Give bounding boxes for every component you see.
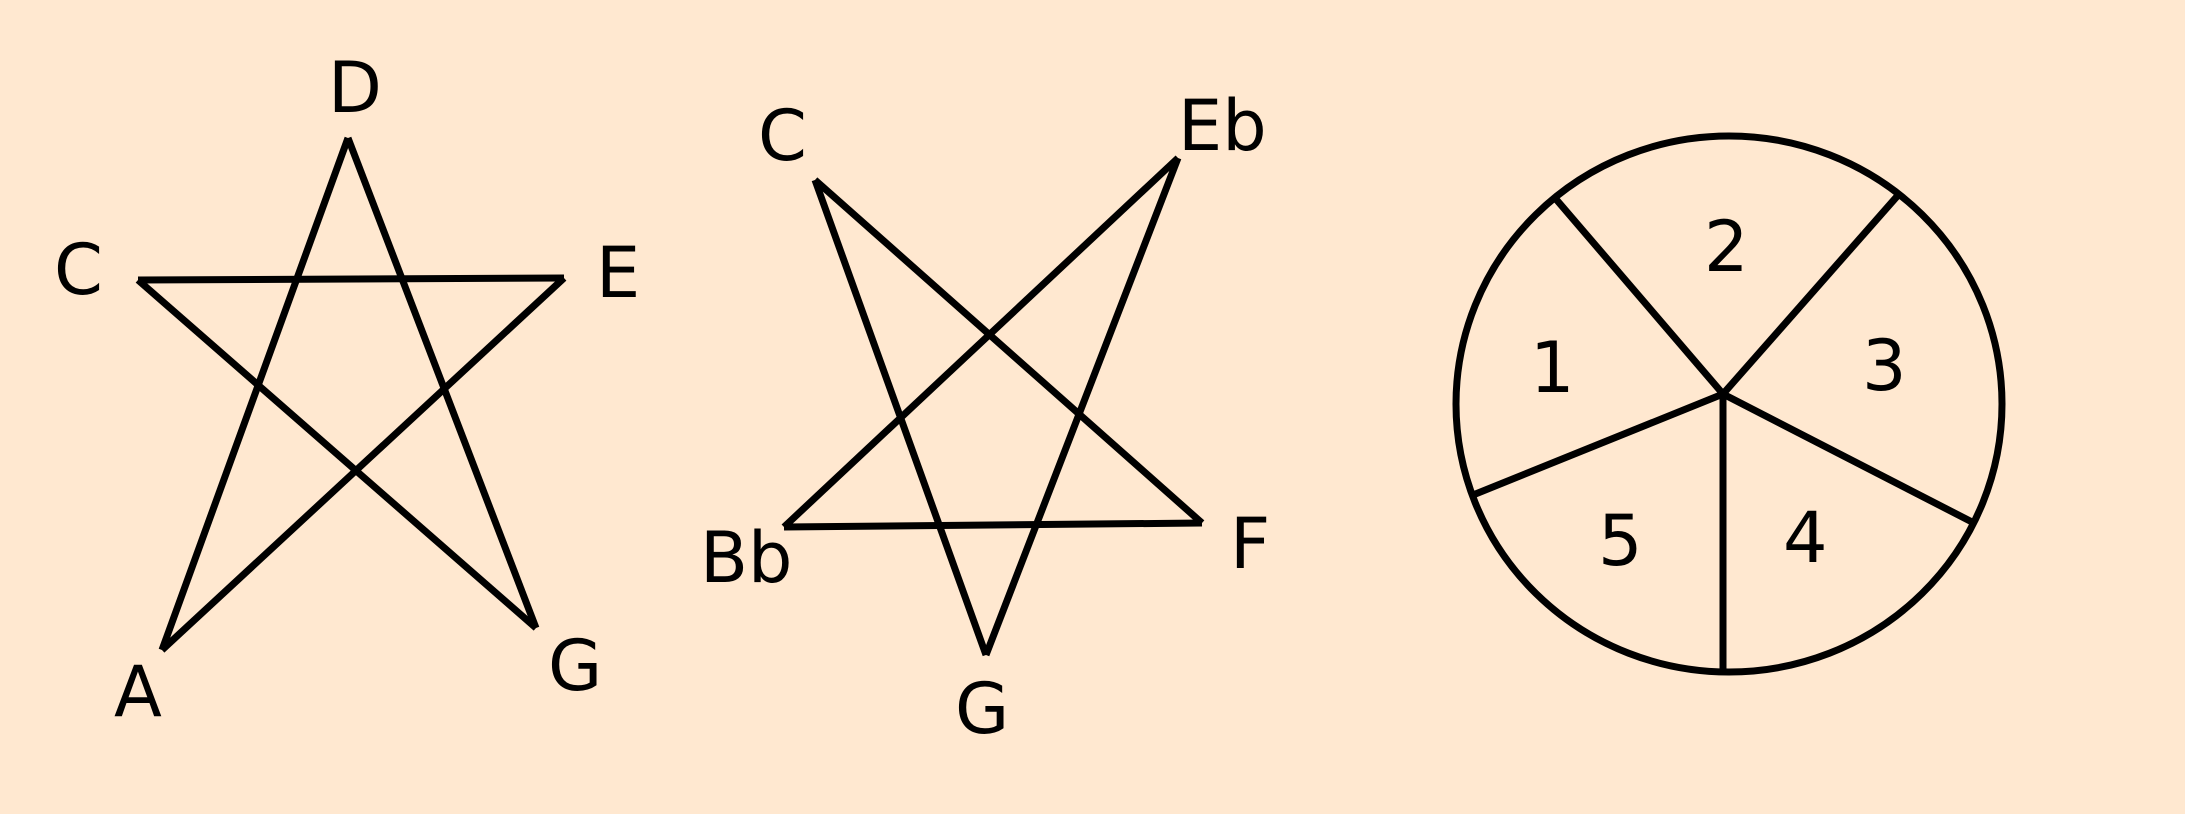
pentagram-2-label-c: C: [758, 95, 807, 177]
pentagram-1-edge-c-e: [138, 278, 564, 280]
spoke-3: [1723, 394, 1972, 522]
pentagram-1-label-c: C: [54, 229, 103, 311]
pentagram-1-edge-g-c: [138, 280, 536, 628]
pentagram-2-edge-f-bb: [784, 523, 1202, 527]
pentagram-1-label-g: G: [548, 625, 603, 707]
pentagram-1-label-e: E: [596, 232, 641, 314]
sector-label-2: 2: [1704, 206, 1749, 288]
sector-label-1: 1: [1530, 327, 1575, 409]
sector-label-4: 4: [1783, 497, 1828, 579]
pentagram-1: [138, 138, 564, 650]
pentagram-1-edge-e-a: [162, 278, 564, 650]
pentagram-1-edge-a-d: [162, 138, 348, 650]
sector-label-5: 5: [1598, 500, 1643, 582]
pentagram-2-edge-eb-g: [986, 158, 1178, 655]
pentagram-2-label-bb: Bb: [700, 517, 793, 599]
pentagram-1-edge-d-g: [348, 138, 536, 628]
pentagram-1-label-a: A: [114, 651, 162, 733]
pentagram-2-label-g: G: [955, 668, 1010, 750]
spoke-5: [1473, 394, 1723, 495]
spoke-1: [1555, 198, 1723, 394]
pentagram-2-edge-bb-eb: [784, 158, 1178, 527]
pentagram-2: [784, 158, 1202, 655]
pentagram-2-label-eb: Eb: [1178, 85, 1267, 167]
pentagram-1-label-d: D: [328, 47, 382, 129]
sector-label-3: 3: [1862, 325, 1907, 407]
pentagram-2-label-f: F: [1230, 503, 1271, 585]
